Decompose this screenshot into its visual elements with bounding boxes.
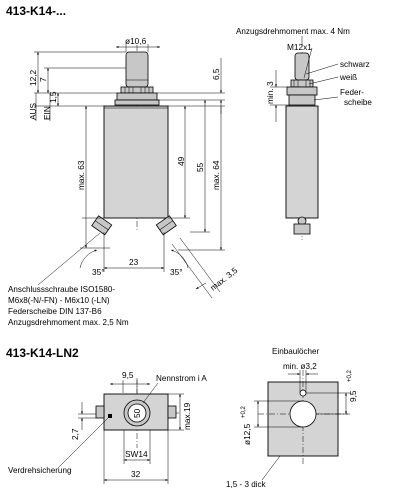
panel-thickness: 1,5 - 3 dick: [226, 480, 266, 489]
label-scheibe: scheibe: [344, 98, 372, 107]
bushing-thread: [121, 87, 153, 93]
note-line-3: Federscheibe DIN 137-B6: [8, 307, 102, 316]
ln2-value-50: 50: [132, 408, 142, 418]
panel-dim-9-5: 9,5: [348, 390, 358, 402]
note-line-1: Anschlussschraube ISO1580-: [8, 285, 116, 294]
side-body: [286, 106, 318, 218]
ln2-dim-9-5: 9,5: [122, 370, 134, 380]
dim-23: 23: [129, 257, 139, 267]
ln2-max-19: max.19: [182, 402, 192, 430]
panel-main-hole: [290, 401, 316, 427]
screw-notes: [8, 285, 129, 327]
side-thread: [291, 80, 313, 87]
dim-7: 7: [38, 77, 48, 82]
thread-m12x1: M12x1: [287, 42, 312, 52]
panel-tol-9-5: +0,2: [347, 370, 353, 382]
ln2-dim-32: 32: [131, 469, 141, 479]
side-terminal: [294, 224, 310, 234]
label-weiss: weiß: [340, 73, 358, 82]
ln2-sw14: SW14: [125, 449, 148, 459]
title-bottom: 413-K14-LN2: [6, 346, 79, 360]
breaker-body: [104, 106, 168, 218]
terminal-screw-right: [156, 216, 176, 235]
ln2-tab-right: [168, 406, 176, 418]
hex-nut: [117, 93, 157, 100]
terminal-screw-left: [92, 216, 112, 235]
side-nut: [287, 87, 317, 95]
ln2-view: [8, 370, 207, 484]
note-line-4: Anzugsdrehmoment max. 2,5 Nm: [8, 318, 129, 327]
dim-12-2: 12,2: [28, 69, 38, 86]
torque-top: Anzugsdrehmoment max. 4 Nm: [236, 27, 350, 36]
panel-small-hole: [300, 390, 306, 396]
angle-left-35: 35°: [92, 267, 105, 277]
dim-max-63: max. 63: [76, 160, 86, 190]
ln2-tab-left: [96, 406, 104, 418]
ln2-nennstrom: Nennstrom i A: [156, 374, 207, 383]
dim-49: 49: [176, 156, 186, 166]
label-ein: EIN: [42, 106, 52, 120]
label-schwarz: schwarz: [340, 60, 370, 69]
title-top: 413-K14-...: [6, 4, 67, 18]
front-view: [28, 36, 240, 298]
panel-dia-12-5: ø12,5: [242, 423, 252, 445]
dim-55: 55: [195, 162, 205, 172]
side-washer: [289, 95, 315, 105]
side-view: [236, 27, 372, 240]
washer: [115, 100, 159, 105]
panel-tol-12-5: +0,2: [241, 406, 247, 418]
button-cap: [126, 52, 148, 87]
ln2-verdreh: Verdrehsicherung: [8, 466, 72, 475]
panel-min-dia: min. ø3,2: [283, 362, 317, 371]
angle-right-35: 35°: [170, 267, 183, 277]
panel-title: Einbaulöcher: [272, 347, 320, 356]
dim-1-5: 1,5: [48, 91, 58, 103]
panel-view: [226, 347, 358, 489]
dim-6-5: 6,5: [211, 68, 221, 80]
note-line-2: M6x8(-N/-FN) - M6x10 (-LN): [8, 296, 110, 305]
dim-min-3: min. 3: [265, 81, 275, 104]
ln2-anti-rotation-pin: [108, 414, 112, 418]
dim-max-3-5: max. 3,5: [208, 265, 240, 293]
label-aus: AUS: [28, 102, 38, 120]
dim-dia-10-6: ø10,6: [125, 36, 147, 46]
label-feder: Feder-: [340, 88, 364, 97]
dim-max-64: max. 64: [211, 160, 221, 190]
ln2-dim-2-7: 2,7: [70, 428, 80, 440]
